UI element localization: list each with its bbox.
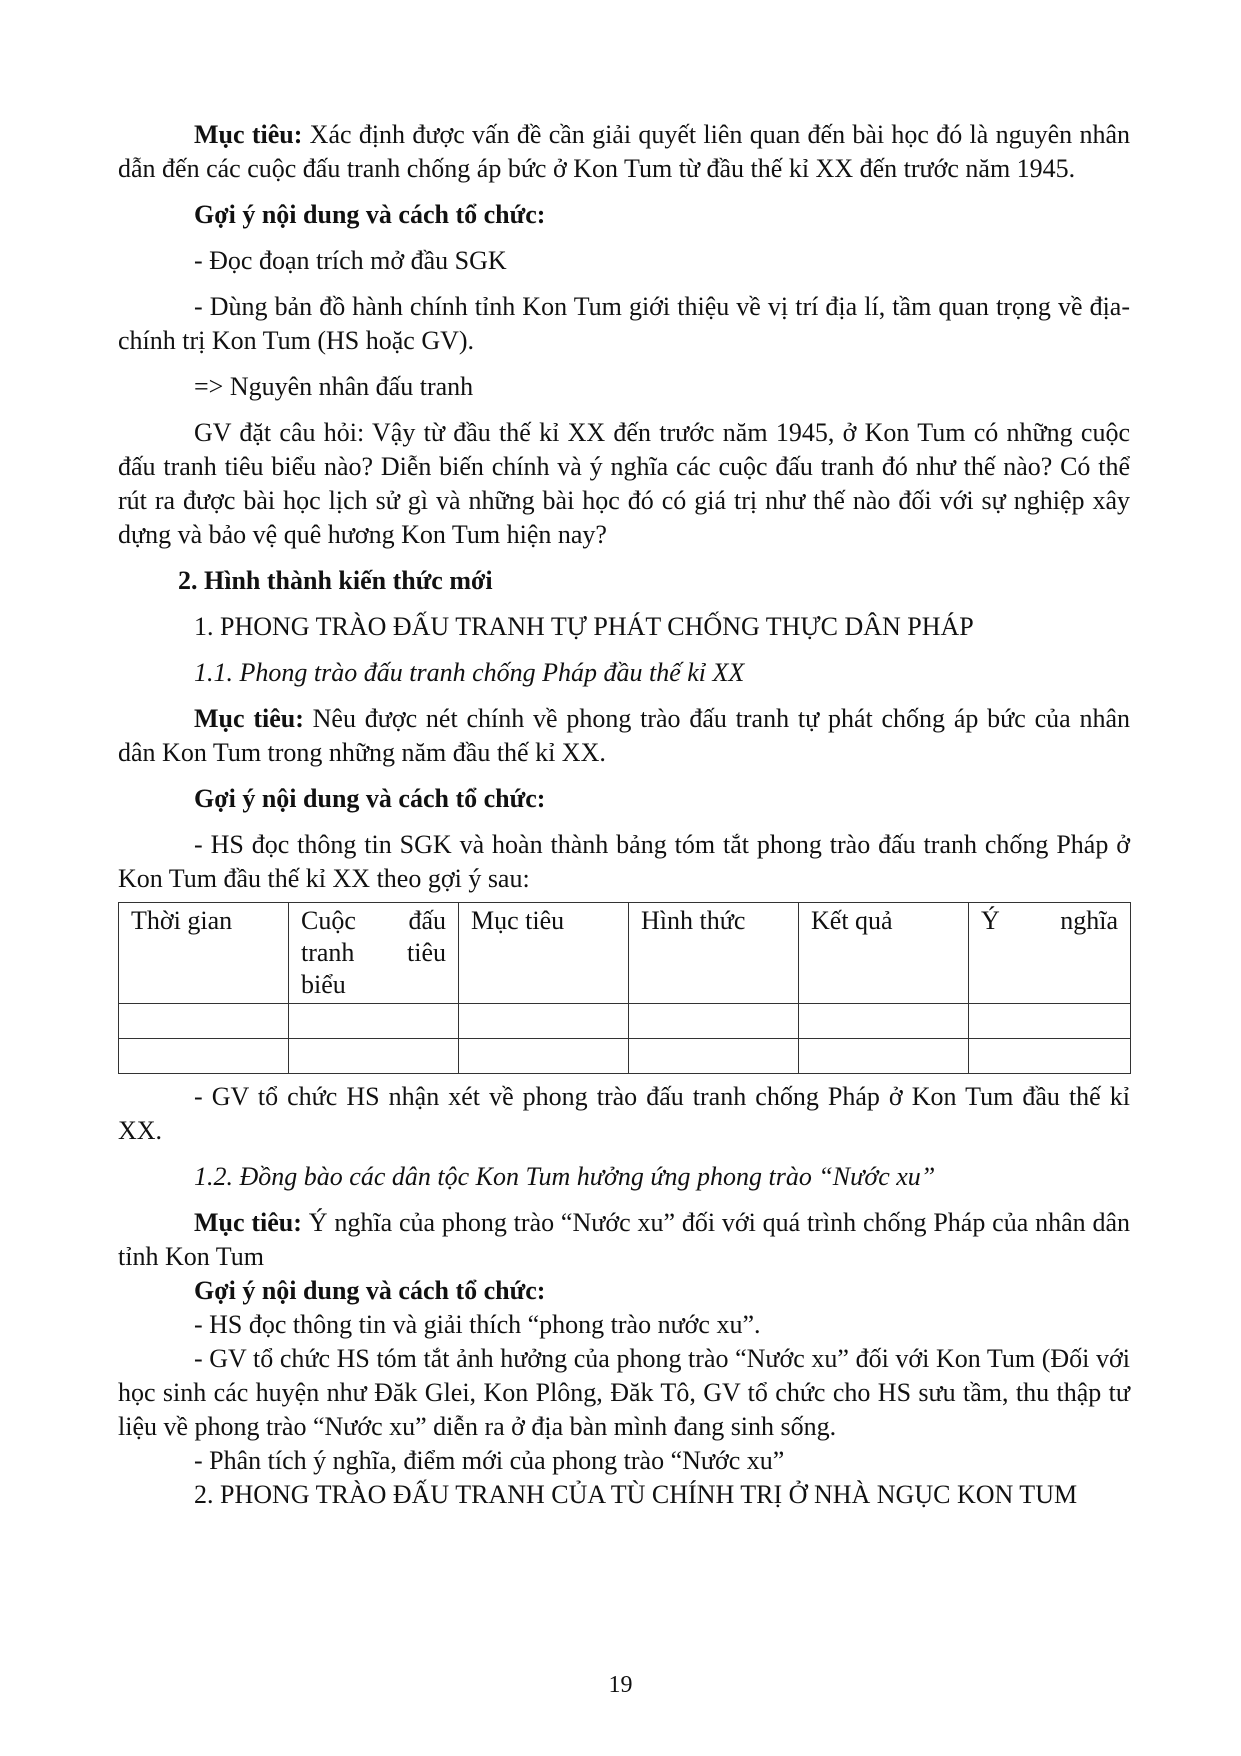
sub12-item-2: - GV tổ chức HS tóm tắt ảnh hưởng của phong trào “Nước xu” đối với Kon Tum (Đối với học sinh các huyện như Đăk Glei, Kon Plông, Đăk Tô, GV tổ chức cho HS sưu tầm, thu thập tư liệu về phong trào “Nước xu” diễn ra ở địa bàn mình đang sinh sống.	[118, 1344, 1130, 1441]
table-header-cell: Mục tiêu	[459, 903, 629, 1004]
sub11-guide-heading: Gợi ý nội dung và cách tổ chức:	[194, 784, 546, 813]
intro-item-2: - Dùng bản đồ hành chính tỉnh Kon Tum giới thiệu về vị trí địa lí, tầm quan trọng về địa-chính trị Kon Tum (HS hoặc GV).	[118, 292, 1130, 355]
sub12-item-3: - Phân tích ý nghĩa, điểm mới của phong trào “Nước xu”	[194, 1446, 785, 1475]
sub11-after: - GV tổ chức HS nhận xét về phong trào đấu tranh chống Pháp ở Kon Tum đầu thế kỉ XX.	[118, 1082, 1130, 1145]
intro-question: GV đặt câu hỏi: Vậy từ đầu thế kỉ XX đến trước năm 1945, ở Kon Tum có những cuộc đấu tranh tiêu biểu nào? Diễn biến chính và ý nghĩa các cuộc đấu tranh đó như thế nào? Có thể rút ra được bài học lịch sử gì và những bài học đó có giá trị như thế nào đối với sự nghiệp xây dựng và bảo vệ quê hương Kon Tum hiện nay?	[118, 418, 1130, 549]
sub12-item-1: - HS đọc thông tin và giải thích “phong trào nước xu”.	[194, 1310, 761, 1339]
section-heading: 2. Hình thành kiến thức mới	[178, 566, 493, 595]
intro-item-3: => Nguyên nhân đấu tranh	[194, 372, 474, 401]
table-header-row	[119, 903, 1131, 1004]
table-header-cell: Hình thức	[629, 903, 799, 1004]
page-number: 19	[608, 1672, 633, 1698]
sub11-objective: Mục tiêu: Nêu được nét chính về phong trào đấu tranh tự phát chống áp bức của nhân dân Kon Tum trong những năm đầu thế kỉ XX.	[118, 704, 1130, 767]
table-cell	[799, 1004, 969, 1039]
table-header-cell: Kết quả	[799, 903, 969, 1004]
table-row	[119, 1004, 1131, 1039]
sub12-objective: Mục tiêu: Ý nghĩa của phong trào “Nước xu” đối với quá trình chống Pháp của nhân dân tỉnh Kon Tum	[118, 1208, 1130, 1271]
intro-objective	[118, 118, 1130, 186]
intro-guide-heading: Gợi ý nội dung và cách tổ chức:	[194, 200, 546, 229]
objective-text: Xác định được vấn đề cần giải quyết liên quan đến bài học đó là nguyên nhân dẫn đến các cuộc đấu tranh chống áp bức ở Kon Tum từ đầu thế kỉ XX đến trước năm 1945.	[118, 120, 1130, 183]
objective-label: Mục tiêu:	[194, 120, 303, 149]
sub12-title: 1.2. Đồng bào các dân tộc Kon Tum hưởng ứng phong trào “Nước xu”	[194, 1162, 936, 1191]
table-cell	[629, 1039, 799, 1074]
page-content	[118, 118, 1130, 1512]
table-cell	[119, 1004, 289, 1039]
table-header-cell: Ý nghĩa	[969, 903, 1131, 1004]
table-header-cell: Cuộc đấu tranh tiêu biểu	[289, 903, 459, 1004]
table-cell	[289, 1004, 459, 1039]
table-cell	[119, 1039, 289, 1074]
sub12-guide-heading: Gợi ý nội dung và cách tổ chức:	[194, 1276, 546, 1305]
part1-title: 1. PHONG TRÀO ĐẤU TRANH TỰ PHÁT CHỐNG THỰC DÂN PHÁP	[194, 612, 974, 641]
table-cell	[629, 1004, 799, 1039]
part2-title: 2. PHONG TRÀO ĐẤU TRANH CỦA TÙ CHÍNH TRỊ Ở NHÀ NGỤC KON TUM	[194, 1480, 1078, 1509]
table-cell	[799, 1039, 969, 1074]
sub11-title: 1.1. Phong trào đấu tranh chống Pháp đầu thế kỉ XX	[194, 658, 745, 687]
table-row	[119, 1039, 1131, 1074]
table-cell	[969, 1039, 1131, 1074]
table-cell	[289, 1039, 459, 1074]
table-cell	[459, 1039, 629, 1074]
sub11-task: - HS đọc thông tin SGK và hoàn thành bảng tóm tắt phong trào đấu tranh chống Pháp ở Kon Tum đầu thế kỉ XX theo gợi ý sau:	[118, 830, 1130, 893]
table-cell	[969, 1004, 1131, 1039]
table-header-cell: Thời gian	[119, 903, 289, 1004]
summary-table	[118, 902, 1131, 1074]
intro-item-1: - Đọc đoạn trích mở đầu SGK	[194, 246, 507, 275]
table-cell	[459, 1004, 629, 1039]
